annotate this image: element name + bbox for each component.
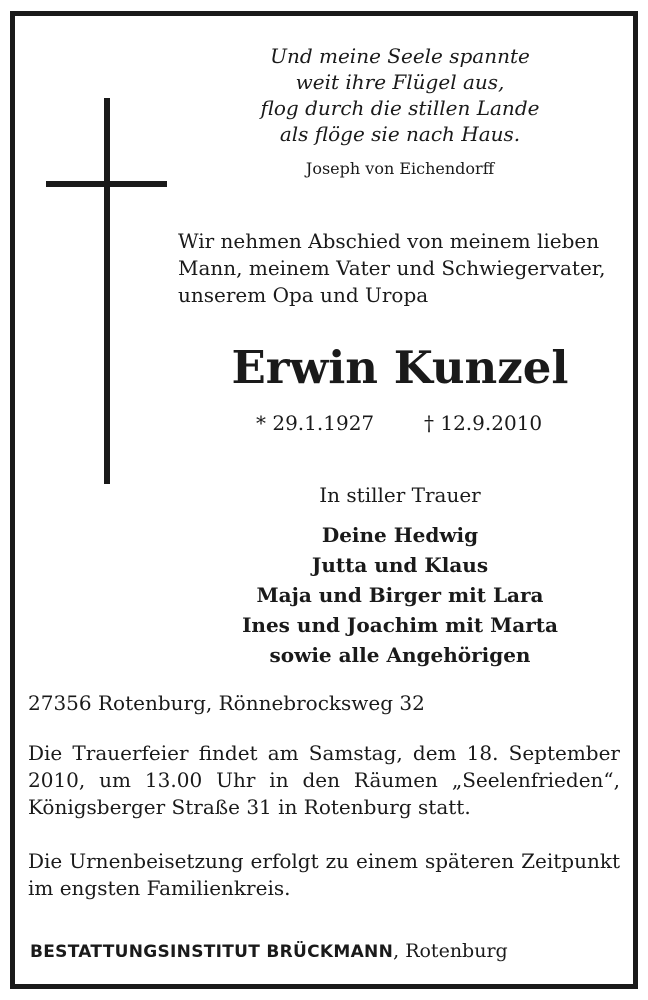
cross-icon <box>104 98 110 484</box>
urn-burial-notice <box>28 848 620 902</box>
intro-line: unserem Opa und Uropa <box>178 283 429 307</box>
mourning-heading: In stiller Trauer <box>319 483 481 507</box>
burial-line: Die Urnenbeisetzung erfolgt zu einem späteren Zeitpunkt <box>28 849 620 873</box>
family-member: Jutta und Klaus <box>311 553 489 577</box>
family-address: 27356 Rotenburg, Rönnebrocksweg 32 <box>28 691 425 715</box>
service-line: Die Trauerfeier findet am Samstag, dem 18. September <box>28 741 620 765</box>
intro-line: Mann, meinem Vater und Schwiegervater, <box>178 256 606 280</box>
death-date: † 12.9.2010 <box>424 411 543 435</box>
poem-line: flog durch die stillen Lande <box>260 96 540 120</box>
burial-line: im engsten Familienkreis. <box>28 876 291 900</box>
deceased-name: Erwin Kunzel <box>231 341 569 394</box>
funeral-home-name: BESTATTUNGSINSTITUT BRÜCKMANN <box>30 942 394 962</box>
funeral-service-notice <box>28 740 620 821</box>
poem-line: als flöge sie nach Haus. <box>279 122 521 146</box>
poem-line: Und meine Seele spannte <box>270 44 530 68</box>
family-member: sowie alle Angehörigen <box>269 643 531 667</box>
poem-quote <box>180 43 620 147</box>
family-member: Ines und Joachim mit Marta <box>242 613 558 637</box>
intro-line: Wir nehmen Abschied von meinem lieben <box>178 229 600 253</box>
family-list <box>180 520 620 670</box>
poem-author: Joseph von Eichendorff <box>305 159 495 178</box>
poem-line: weit ihre Flügel aus, <box>295 70 505 94</box>
funeral-home-footer <box>30 938 508 965</box>
service-line: 2010, um 13.00 Uhr in den Räumen „Seelenfrieden“, <box>28 768 620 792</box>
cross-icon-crossbar <box>46 181 167 187</box>
funeral-home-city: , Rotenburg <box>393 940 508 962</box>
family-member: Deine Hedwig <box>321 523 479 547</box>
service-line: Königsberger Straße 31 in Rotenburg statt. <box>28 795 471 819</box>
farewell-intro <box>178 228 623 309</box>
family-member: Maja und Birger mit Lara <box>256 583 544 607</box>
birth-date: * 29.1.1927 <box>256 411 375 435</box>
